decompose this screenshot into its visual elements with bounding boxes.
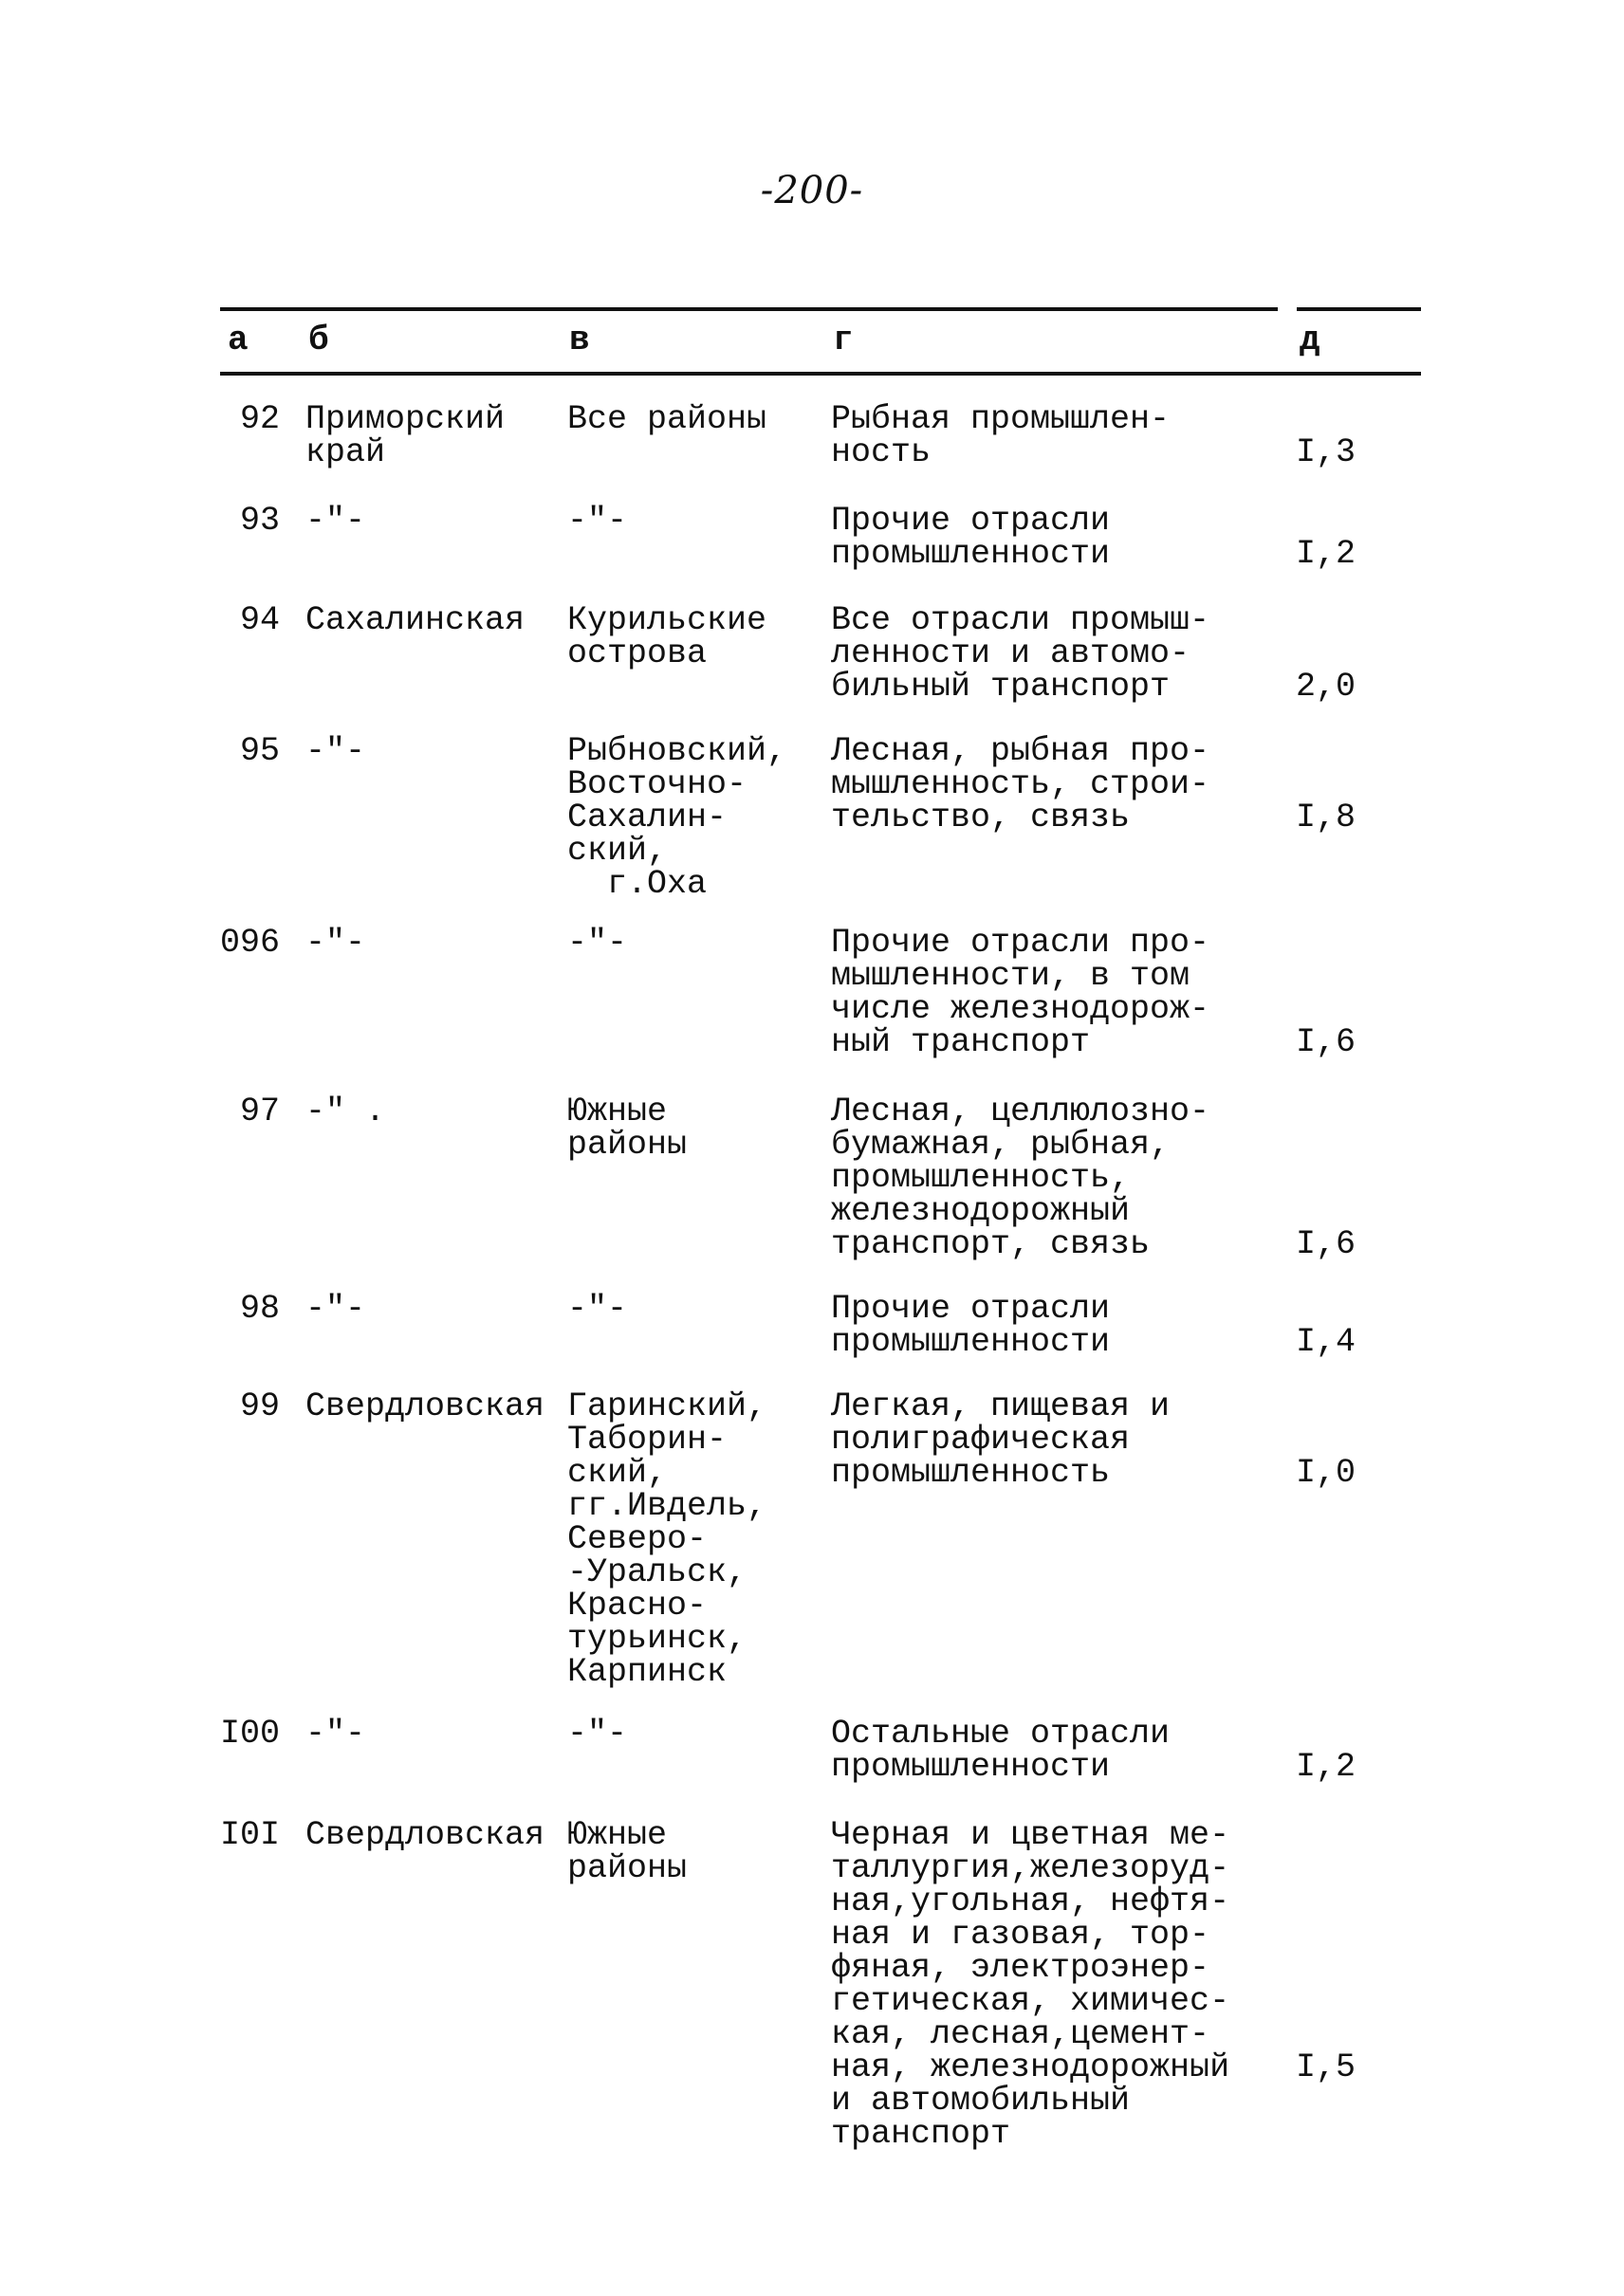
coefficient-cell: 2,0 bbox=[1296, 668, 1356, 706]
region-cell bbox=[305, 732, 366, 770]
industry-cell bbox=[831, 924, 1210, 1061]
industry-cell-line: бумажная, рыбная, bbox=[831, 1126, 1171, 1164]
district-cell-line: острова bbox=[567, 634, 708, 672]
top-rule-right bbox=[1297, 307, 1421, 311]
industry-cell-line: Рыбная промышлен- bbox=[831, 400, 1171, 438]
industry-cell-line: Лесная, целлюлозно- bbox=[831, 1093, 1210, 1130]
coefficient-cell: I,5 bbox=[1296, 2048, 1356, 2086]
industry-cell-line: тельство, связь bbox=[831, 799, 1131, 836]
district-cell-line: -"- bbox=[567, 1290, 628, 1328]
district-cell-line: Восточно- bbox=[567, 765, 747, 803]
region-cell-line: Свердловская bbox=[305, 1816, 545, 1854]
industry-cell-line: Остальные отрасли bbox=[831, 1715, 1171, 1753]
district-cell bbox=[567, 502, 628, 540]
row-number: 096 bbox=[219, 924, 280, 962]
district-cell bbox=[567, 924, 628, 962]
district-cell-line: ский, bbox=[567, 832, 668, 870]
coefficient-cell: I,3 bbox=[1296, 433, 1356, 471]
district-cell-line: районы bbox=[567, 1849, 688, 1887]
district-cell-line: турьинск, bbox=[567, 1620, 747, 1658]
region-cell bbox=[305, 1816, 545, 1854]
district-cell bbox=[567, 1290, 628, 1328]
industry-cell bbox=[831, 732, 1210, 836]
region-cell bbox=[305, 1387, 545, 1425]
coefficient-cell: I,8 bbox=[1296, 799, 1356, 836]
region-cell-line: Приморский bbox=[305, 400, 506, 438]
coefficient-cell: I,6 bbox=[1296, 1023, 1356, 1061]
district-cell-line: -"- bbox=[567, 924, 628, 962]
coefficient-cell: I,2 bbox=[1296, 1748, 1356, 1786]
header-rule bbox=[220, 372, 1421, 376]
region-cell bbox=[305, 924, 366, 962]
industry-cell-line: ная,угольная, нефтя- bbox=[831, 1883, 1230, 1920]
industry-cell-line: Лесная, рыбная про- bbox=[831, 732, 1210, 770]
industry-cell-line: Прочие отрасли bbox=[831, 502, 1111, 540]
coefficient-cell: I,6 bbox=[1296, 1225, 1356, 1263]
district-cell-line: ский, bbox=[567, 1454, 668, 1492]
district-cell-line: Красно- bbox=[567, 1587, 708, 1625]
row-number: 92 bbox=[239, 400, 280, 438]
industry-cell-line: ная и газовая, тор- bbox=[831, 1916, 1210, 1954]
industry-cell-line: промышленности bbox=[831, 1323, 1111, 1361]
industry-cell-line: и автомобильный bbox=[831, 2082, 1131, 2120]
header-col-c: в bbox=[569, 321, 590, 359]
region-cell bbox=[305, 400, 506, 471]
industry-cell-line: Черная и цветная ме- bbox=[831, 1816, 1230, 1854]
industry-cell-line: мышленность, строи- bbox=[831, 765, 1210, 803]
district-cell bbox=[567, 1717, 627, 1751]
region-cell-line: Сахалинская bbox=[305, 601, 526, 639]
industry-cell-line: промышленность bbox=[831, 1454, 1111, 1492]
industry-cell bbox=[831, 1717, 1170, 1784]
district-cell-line: Карпинск bbox=[567, 1653, 728, 1691]
industry-cell-line: промышленности bbox=[831, 1748, 1111, 1786]
district-cell-line: г.Оха bbox=[567, 865, 708, 903]
industry-cell-line: транспорт bbox=[831, 2115, 1011, 2153]
industry-cell-line: железнодорожный bbox=[831, 1192, 1131, 1230]
industry-cell-line: мышленности, в том bbox=[831, 957, 1190, 995]
industry-cell bbox=[831, 601, 1210, 706]
industry-cell-line: промышленности bbox=[831, 535, 1111, 573]
industry-cell-line: Прочие отрасли bbox=[831, 1290, 1111, 1328]
industry-cell-line: числе железнодорож- bbox=[831, 990, 1210, 1028]
region-cell bbox=[305, 601, 526, 639]
industry-cell bbox=[831, 1290, 1111, 1361]
industry-cell-line: ность bbox=[831, 433, 932, 471]
district-cell-line: Гаринский, bbox=[567, 1387, 767, 1425]
row-number: 94 bbox=[239, 601, 280, 639]
industry-cell bbox=[831, 1387, 1171, 1492]
row-number: 95 bbox=[239, 732, 280, 770]
industry-cell-line: ная, железнодорожный bbox=[831, 2048, 1230, 2086]
district-cell-line: Южные bbox=[567, 1093, 668, 1130]
region-cell bbox=[305, 502, 366, 540]
district-cell bbox=[567, 601, 767, 672]
top-rule-main bbox=[220, 307, 1278, 311]
row-number: 98 bbox=[239, 1290, 280, 1328]
district-cell bbox=[567, 1387, 767, 1691]
district-cell-line: -"- bbox=[567, 502, 628, 540]
coefficient-cell: I,0 bbox=[1296, 1454, 1356, 1492]
district-cell bbox=[567, 400, 767, 438]
header-col-e: д bbox=[1300, 321, 1320, 359]
industry-cell-line: гетическая, химичес- bbox=[831, 1982, 1230, 2020]
row-number: 93 bbox=[239, 502, 280, 540]
industry-cell-line: ный транспорт bbox=[831, 1023, 1091, 1061]
row-number: 99 bbox=[239, 1387, 280, 1425]
district-cell-line: -"- bbox=[567, 1715, 628, 1753]
district-cell bbox=[567, 1816, 688, 1887]
industry-cell-line: Все отрасли промыш- bbox=[831, 601, 1210, 639]
industry-cell-line: таллургия,железоруд- bbox=[831, 1849, 1230, 1887]
industry-cell-line: бильный транспорт bbox=[831, 668, 1171, 706]
district-cell-line: районы bbox=[567, 1126, 688, 1164]
industry-cell bbox=[831, 1095, 1209, 1261]
header-col-d: г bbox=[833, 321, 854, 359]
region-cell-line: -"- bbox=[305, 732, 366, 770]
industry-cell-line: Легкая, пищевая и bbox=[831, 1387, 1171, 1425]
district-cell bbox=[567, 1095, 687, 1162]
row-number: 97 bbox=[239, 1093, 280, 1130]
industry-cell-line: промышленность, bbox=[831, 1159, 1131, 1197]
district-cell-line: Рыбновский, bbox=[567, 732, 787, 770]
industry-cell-line: ленности и автомо- bbox=[831, 634, 1190, 672]
region-cell-line: -" . bbox=[305, 1093, 386, 1130]
industry-cell-line: транспорт, связь bbox=[831, 1225, 1151, 1263]
district-cell-line: Курильские bbox=[567, 601, 767, 639]
coefficient-cell: I,4 bbox=[1296, 1323, 1356, 1361]
header-col-a: а bbox=[228, 321, 249, 359]
region-cell-line: Свердловская bbox=[305, 1387, 545, 1425]
district-cell-line: Все районы bbox=[567, 400, 767, 438]
industry-cell-line: фяная, электроэнер- bbox=[831, 1949, 1210, 1987]
region-cell bbox=[305, 1290, 366, 1328]
region-cell-line: -"- bbox=[305, 1290, 366, 1328]
industry-cell-line: полиграфическая bbox=[831, 1421, 1131, 1459]
industry-cell bbox=[831, 400, 1171, 471]
coefficient-cell: I,2 bbox=[1296, 535, 1356, 573]
industry-cell bbox=[831, 1816, 1230, 2153]
region-cell bbox=[305, 1095, 385, 1129]
page-number: -200- bbox=[760, 169, 864, 212]
industry-cell-line: кая, лесная,цемент- bbox=[831, 2015, 1210, 2053]
district-cell-line: Сахалин- bbox=[567, 799, 728, 836]
region-cell bbox=[305, 1717, 365, 1751]
region-cell-line: край bbox=[305, 433, 386, 471]
industry-cell bbox=[831, 502, 1111, 573]
region-cell-line: -"- bbox=[305, 1715, 366, 1753]
district-cell bbox=[567, 732, 787, 903]
region-cell-line: -"- bbox=[305, 924, 366, 962]
row-number: I00 bbox=[219, 1715, 280, 1753]
region-cell-line: -"- bbox=[305, 502, 366, 540]
row-number: I0I bbox=[219, 1816, 280, 1854]
district-cell-line: -Уральск, bbox=[567, 1553, 747, 1591]
district-cell-line: гг.Ивдель, bbox=[567, 1487, 767, 1525]
district-cell-line: Таборин- bbox=[567, 1421, 728, 1459]
district-cell-line: Южные bbox=[567, 1816, 668, 1854]
industry-cell-line: Прочие отрасли про- bbox=[831, 924, 1210, 962]
header-col-b: б bbox=[308, 321, 329, 359]
district-cell-line: Северо- bbox=[567, 1520, 708, 1558]
